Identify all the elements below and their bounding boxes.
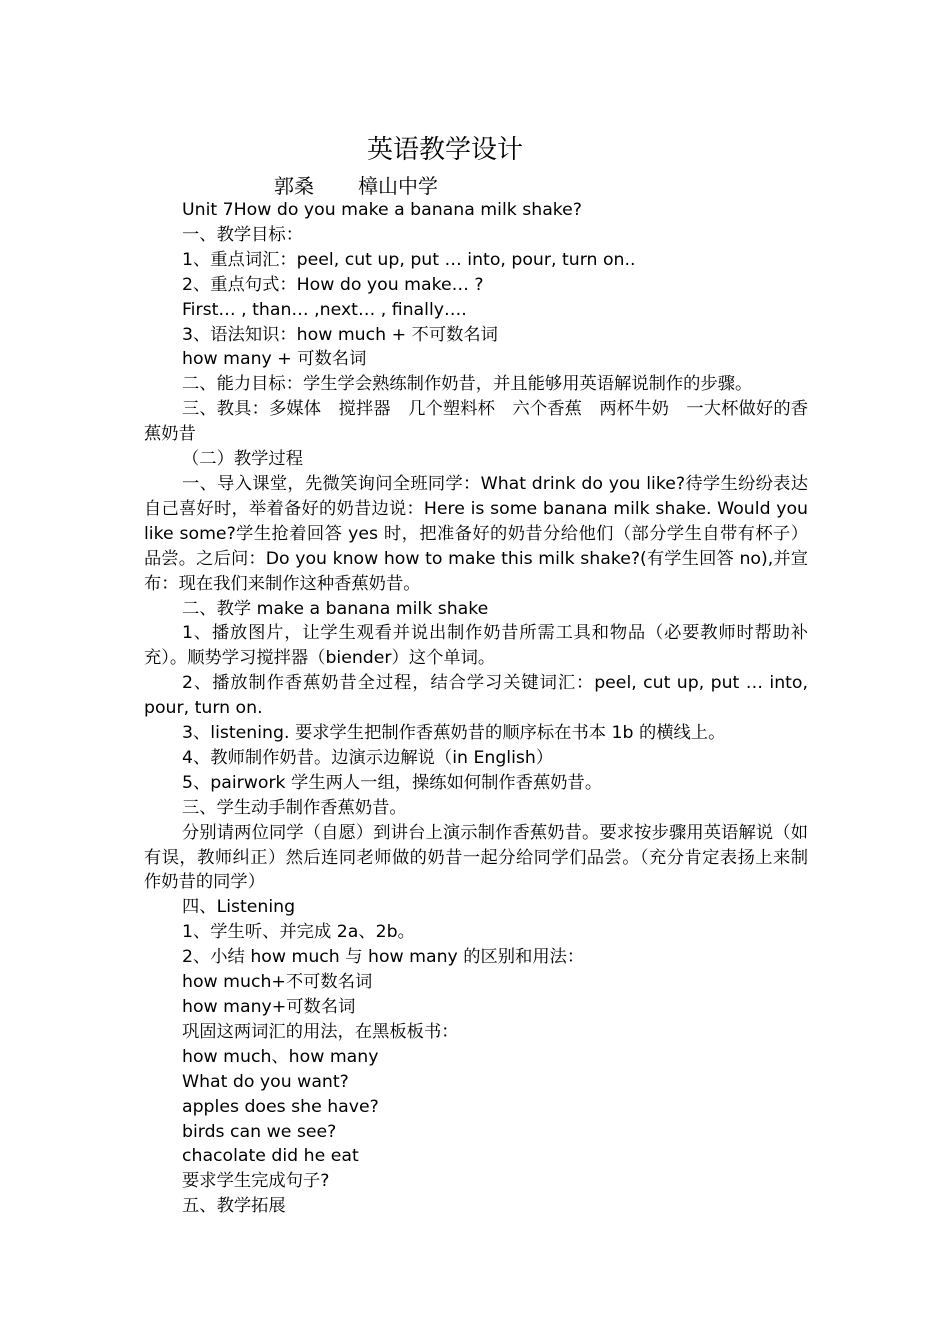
paragraph: 要求学生完成句子?	[182, 1171, 330, 1192]
paragraph: 2、重点句式：How do you make… ?	[182, 274, 484, 295]
paragraph: apples does she have?	[182, 1096, 379, 1117]
paragraph: 1、学生听、并完成 2a、2b。	[182, 922, 415, 943]
section-heading: （二）教学过程	[182, 449, 303, 470]
paragraph: 3、listening. 要求学生把制作香蕉奶昔的顺序标在书本 1b 的横线上。	[182, 723, 726, 744]
paragraph: 巩固这两词汇的用法，在黑板板书：	[182, 1021, 459, 1042]
paragraph: 四、Listening	[182, 897, 296, 918]
document-body	[144, 198, 808, 1219]
paragraph: 1、播放图片，让学生观看并说出制作奶昔所需工具和物品（必要教师时帮助补充）。顺势学习搅拌器（biender）这个单词。	[144, 623, 808, 669]
paragraph: 五、教学拓展	[182, 1196, 286, 1217]
paragraph: how many + 可数名词	[182, 349, 367, 370]
school-name: 樟山中学	[358, 174, 438, 198]
paragraph: 2、小结 how much 与 how many 的区别和用法：	[182, 947, 585, 968]
paragraph: how much、how many	[182, 1046, 379, 1067]
paragraph: 二、教学 make a banana milk shake	[182, 598, 489, 619]
author-name: 郭桑	[274, 174, 314, 198]
paragraph: chacolate did he eat	[182, 1146, 359, 1167]
paragraph: 三、学生动手制作香蕉奶昔。	[182, 797, 407, 818]
paragraph: 4、教师制作奶昔。边演示边解说（in English）	[182, 747, 554, 768]
paragraph: 分别请两位同学（自愿）到讲台上演示制作香蕉奶昔。要求按步骤用英语解说（如有误，教师纠正）然后连同老师做的奶昔一起分给同学们品尝。（充分肯定表扬上来制作奶昔的同学）	[144, 822, 808, 893]
unit-heading: Unit 7How do you make a banana milk shake?	[182, 200, 582, 220]
paragraph: 1、重点词汇：peel, cut up, put … into, pour, turn on..	[182, 249, 636, 270]
paragraph: how many+可数名词	[182, 997, 356, 1017]
paragraph: 5、pairwork 学生两人一组，操练如何制作香蕉奶昔。	[182, 772, 603, 793]
paragraph: 一、导入课堂，先微笑询问全班同学：What drink do you like?待学生纷纷表达自己喜好时，举着备好的奶昔边说：Here is some banana milk shake. Would you like some?学生抢着回答 yes 时，把准备好的奶昔分给他们（部分学生自带有杯子）品尝。之后问：Do you know how to make this milk shake?(有学生回答 no),并宣布：现在我们来制作这种香蕉奶昔。	[144, 473, 808, 594]
paragraph: 一、教学目标：	[182, 224, 303, 245]
author-line	[274, 172, 438, 200]
paragraph: 3、语法知识：how much + 不可数名词	[182, 324, 498, 345]
paragraph: how much+不可数名词	[182, 972, 373, 993]
document-title: 英语教学设计	[366, 135, 523, 165]
paragraph: 二、能力目标：学生学会熟练制作奶昔，并且能够用英语解说制作的步骤。	[182, 374, 753, 395]
paragraph: What do you want?	[182, 1071, 349, 1092]
paragraph: 三、教具：多媒体 搅拌器 几个塑料杯 六个香蕉 两杯牛奶 一大杯做好的香蕉奶昔	[144, 399, 808, 445]
paragraph: birds can we see?	[182, 1121, 337, 1142]
paragraph: 2、播放制作香蕉奶昔全过程，结合学习关键词汇：peel, cut up, put … into, pour, turn on.	[144, 673, 808, 719]
paragraph: First… , than… ,next… , finally….	[182, 299, 467, 320]
